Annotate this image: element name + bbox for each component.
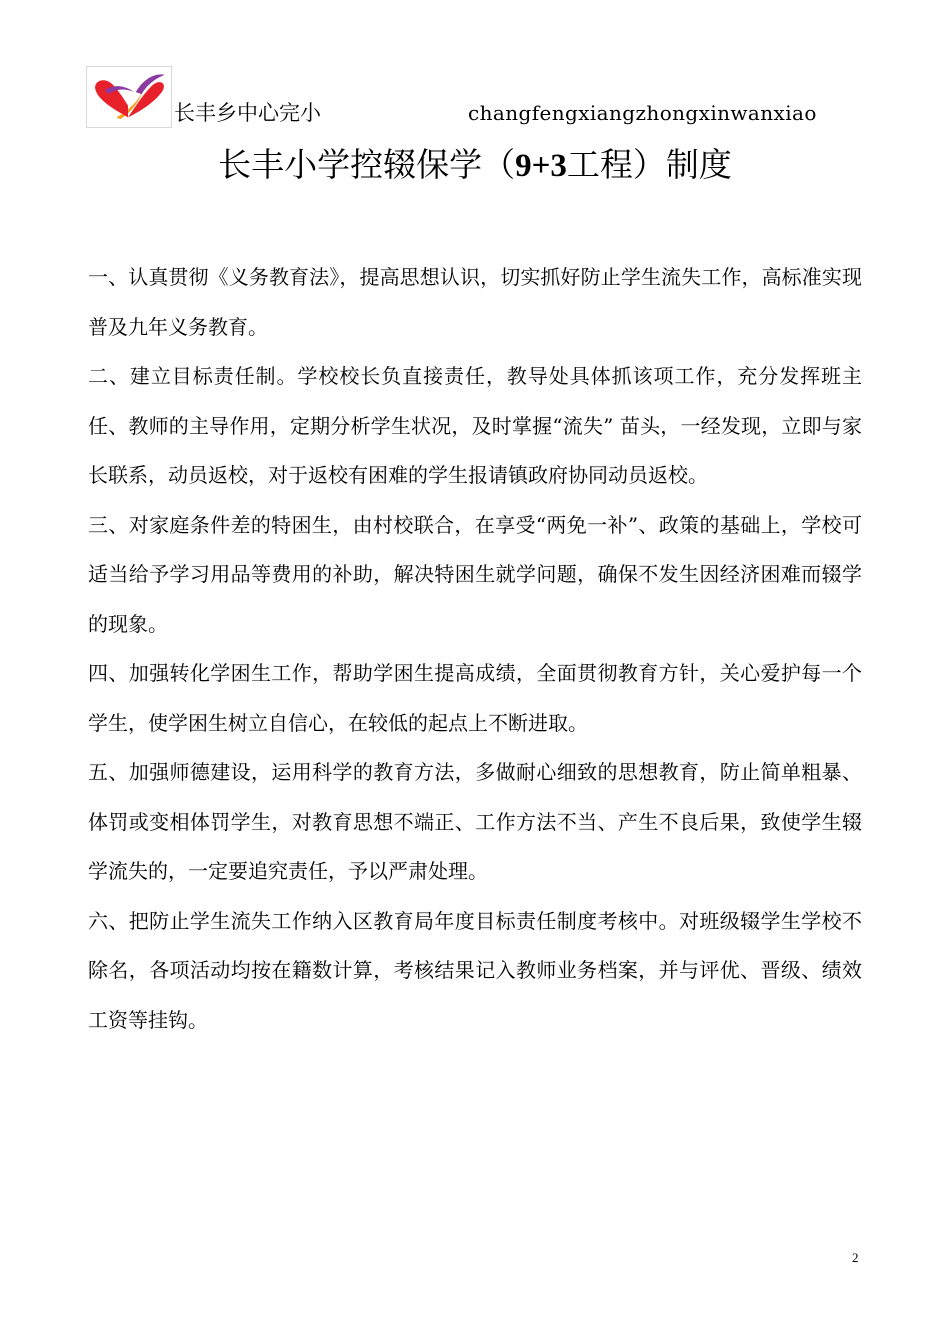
paragraph-4: 四、加强转化学困生工作，帮助学困生提高成绩，全面贯彻教育方针，关心爱护每一个学生，使学困生树立自信心，在较低的起点上不断进取。 [88, 661, 862, 735]
document-body [88, 253, 862, 1045]
page-number: 2 [852, 1250, 859, 1265]
paragraph-3: 三、对家庭条件差的特困生，由村校联合，在享受“两免一补”、政策的基础上，学校可适当给予学习用品等费用的补助，解决特困生就学问题，确保不发生因经济困难而辍学的现象。 [88, 512, 862, 636]
paragraph-1: 一、认真贯彻《义务教育法》，提高思想认识，切实抓好防止学生流失工作，高标准实现普及九年义务教育。 [88, 265, 862, 339]
title-part-1: 长丰小学控辍保学（ [218, 145, 516, 184]
school-pinyin: changfengxiangzhongxinwanxiao [468, 101, 817, 125]
title-part-bold: 9+3 [515, 148, 567, 184]
title-part-2: 工程）制度 [566, 145, 732, 184]
paragraph-6: 六、把防止学生流失工作纳入区教育局年度目标责任制度考核中。对班级辍学生学校不除名，各项活动均按在籍数计算，考核结果记入教师业务档案，并与评优、晋级、绩效工资等挂钩。 [88, 908, 862, 1032]
logo-red-heart-left [95, 80, 128, 117]
paragraph-2: 二、建立目标责任制。学校校长负直接责任，教导处具体抓该项工作，充分发挥班主任、教师的主导作用，定期分析学生状况，及时掌握“流失” 苗头，一经发现，立即与家长联系，动员返校，对于返校有困难的学生报请镇政府协同动员返校。 [88, 364, 862, 487]
document-title [0, 140, 950, 191]
school-name: 长丰乡中心完小 [174, 101, 321, 125]
school-logo-icon [87, 67, 171, 127]
school-logo [86, 66, 172, 128]
paragraph-5: 五、加强师德建设，运用科学的教育方法，多做耐心细致的思想教育，防止简单粗暴、体罚或变相体罚学生，对教育思想不端正、工作方法不当、产生不良后果，致使学生辍学流失的，一定要追究责任，予以严肃处理。 [88, 760, 862, 883]
